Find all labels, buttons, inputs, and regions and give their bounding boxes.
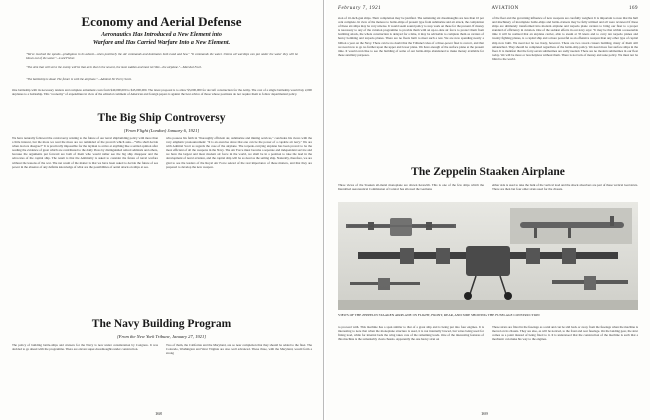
quote-scott: "The battleship is dead. The future is with the airplane."—Admiral Sir Percy Scott. [26, 77, 132, 81]
running-header [338, 6, 638, 11]
plane-side-view [510, 208, 632, 244]
left-page [0, 0, 324, 420]
page-number-left: 168 [155, 411, 162, 416]
quote-fisher: "We've reached the speeds—prodigious in its advent—when positively the Air commands and dominates both Land and Sea." "It commands the water. Unless all warships can put under the water they will be blown out of the water."—Lord Fisher. [26, 52, 298, 61]
zeppelin-body-column-2: These struts are fitted in the fuselage as a unit and can be slid back or away from the fuselage when the machine is moved on its chassis. They are also, as will be noticed, to the front and rear fuselage. On the landing gear, the strut comes as a point instead of being fixed to it. It is understood that the construction of the machine is such that a mechanic can make his way to the engines. [492, 325, 638, 342]
page-number-right: 169 [481, 411, 488, 416]
navy-continued-column-1: sion of 16-inch-gun ships. Their completion may be justified. The remaining six dreadnoughts are less than 10 per cent complete. In view of the menace to battle-ships of present type from submarine and air attack, the completion of these six ships may be very unwise. It would seem sound policy to stop work on these for the present. If money is necessary to any of the aviation programme to provide them with an up-to-date air force to protect them from bombing attack, the whole construction is delayed for a time, it may be advisable to complete them as carriers of heavy bombing and torpedo planes. There are no fleets built to meet such a test. We are now spending nearly a billion a year on the Navy. There can be no doubt that the Tribune's idea of a three-power fleet is correct, and that we need now to go no further upon the upper and lower plane. We have enough of the surface plane at the present time. It would even like to see the building of some of our battle-ships abandoned to make money available for these auxiliary purposes. [338, 16, 484, 57]
section-source-tribune: [From the New York Tribune, January 27, 1921] [116, 334, 207, 339]
navy-continued-column-2: of the fleet and the governing influence of new weapons are carefully weighed. It is important to note that the hull and machinery of incomplete battle-ships and battle-cruisers may be fully utilized and all were reviewed if these ships are ultimately transformed into modern airplane and torpedo plane carriers to bring our fleet to a proper standard of efficiency in aviation. One of the saddest effects in our navy says: "It may be that within a reasonable time it will be realized that an airplane carrier, able to steam at 35 knots and to carry ten torpedo planes and twenty fighting planes, is a capital ship and a more powerful as an offensive weapon than any other type of capital ship now built. We need not be too hasty, however. There are two sworn crusers building, many of them still unlaunched. They should be completed regardless of the battle-ship policy. We need more fast surface ships in the fleet. It is manifest that the forty-seven submarines are sadly needed. There are no modern submarines in our fleet today. We will be more or less helpless without them. There is not lack of money and sane policy. We must not be blind to the world. [492, 16, 638, 61]
navy-program-column-2: Two of them, the California and the Maryland, are so near completion that they should be added to the fleet. The Colorado, Washington and West Virginia are also well advanced. These three, with the Maryland, would form a strong [166, 343, 312, 356]
zeppelin-intro-column-2: either side is used to take the bulk of the vertical load and the shock absorbers are part of these vertical load struts. There are then but four other struts used for the chassis. [492, 183, 638, 192]
navy-program-column-1: The policy of building battle-ships and cruisers for the Navy is now under consideration by Congress. It was decided to go ahead with the programme. There are eleven super-dreadnoughts under construction. [12, 343, 158, 352]
quote-foch: "The Arm that will serve the enemy will be that arm that is the newest, the most sudden and most terrible—the airplane."—Marshal Foch. [26, 65, 202, 69]
big-ship-column-2: who possess his faith in "thoroughly efficient air, submarine and mining services," concludes his views with the very emphatic pronouncement: "It is an exercise since that one can be the power of a capable air navy." We are with Admiral Scott as regards the case of the airplane. The torpedo-carrying airplane has been proved to be the most efficient of all the weapons in the Navy. The Air Force must become a separate and independent service and we have the largest and most modern air force in the world, we shall be in a position to take the lead in the development of naval aviation, and the capital ship will be as dead as the sailing ship. Naturally, therefore, we are glad to see the leaders of the Royal Air Force seized of the real importance of these matters, and that they are prepared to develop the new weapon. [166, 136, 312, 169]
big-ship-column-1: We have naturally followed the controversy relating to the future of our naval shipbuilding policy with more than a little interest, but the more we read the more are we reminded of the proverb which asks—"Who shall decide when doctors disagree?" It is practically impossible for the layman to arrive at anything like a settled opinion after reading the evidence of great which are contributed to the daily Press by distinguished retired admirals and others, because the arguments put forward are both of them who would rather see the big ship disappear and the advocates of the capital ship. The result is that the Admiralty is asked to consider the future of naval warfare without the lessons of the war. The net result of the matter is that we have been asked to decide the future of sea power in the absence of any definite knowledge of what are the possibilities of aerial attack on ships at sea. [12, 136, 158, 169]
article-subtitle-1: Aeronautics Has Introduced a New Element into [101, 32, 222, 38]
zeppelin-body-column-1: to proceed with. This machine has a span similar to that of a great ship and is being put into four engines. It is interesting to note that when the monoplane structure is used, it is not internally braced, but wires being used for fixing load, while for internal beds the wing takes care of the remaining loads. One of the interesting features of this machine is the remarkably clean chassis. Apparently the one heavy strut on [338, 325, 484, 342]
header-date: February 7, 1921 [338, 6, 382, 11]
right-page [326, 0, 650, 420]
header-page: 169 [628, 6, 638, 11]
article-title: Economy and Aerial Defense [81, 14, 242, 29]
zeppelin-intro-column-1: Three views of the Staaken all-metal monoplane are shown herewith. This is one of the few ships which the Interallied Aeronautical Commission of Control has allowed the Germans [338, 183, 484, 192]
intro-paragraph: One battleship with its necessary tenders and complete armament costs from $40,000,000 to $45,000,000. The latest proposal is to allow $3,000,000 for aircraft construction for the Army. The cost of a single battleship would buy 2,000 airplanes to a battleship. This "economy" of expenditure in view of the editorial comment of American and foreign papers is against the best advice of those whose positions do not require them to follow departmental policy. [12, 88, 312, 97]
section-source-flight: [From Flight (London) January 6, 1921] [123, 128, 200, 133]
zeppelin-photo-plate [338, 202, 638, 310]
article-subtitle-2: Warfare and Has Carried Warfare Into a New Element. [92, 40, 231, 46]
section-title-zeppelin: The Zeppelin Staaken Airplane [411, 166, 565, 178]
zeppelin-photo-illustration [338, 202, 638, 310]
photo-caption: VIEWS OF THE ZEPPELIN STAAKEN AIRPLANE: IN FLIGHT, FRONT, REAR, AND SIDE SHOWING THE FUSELAGE CONSTRUCTION [338, 313, 540, 317]
section-title-big-ship: The Big Ship Controversy [97, 112, 226, 124]
section-title-navy-program: The Navy Building Program [91, 318, 232, 330]
header-journal: AVIATION [491, 6, 519, 11]
